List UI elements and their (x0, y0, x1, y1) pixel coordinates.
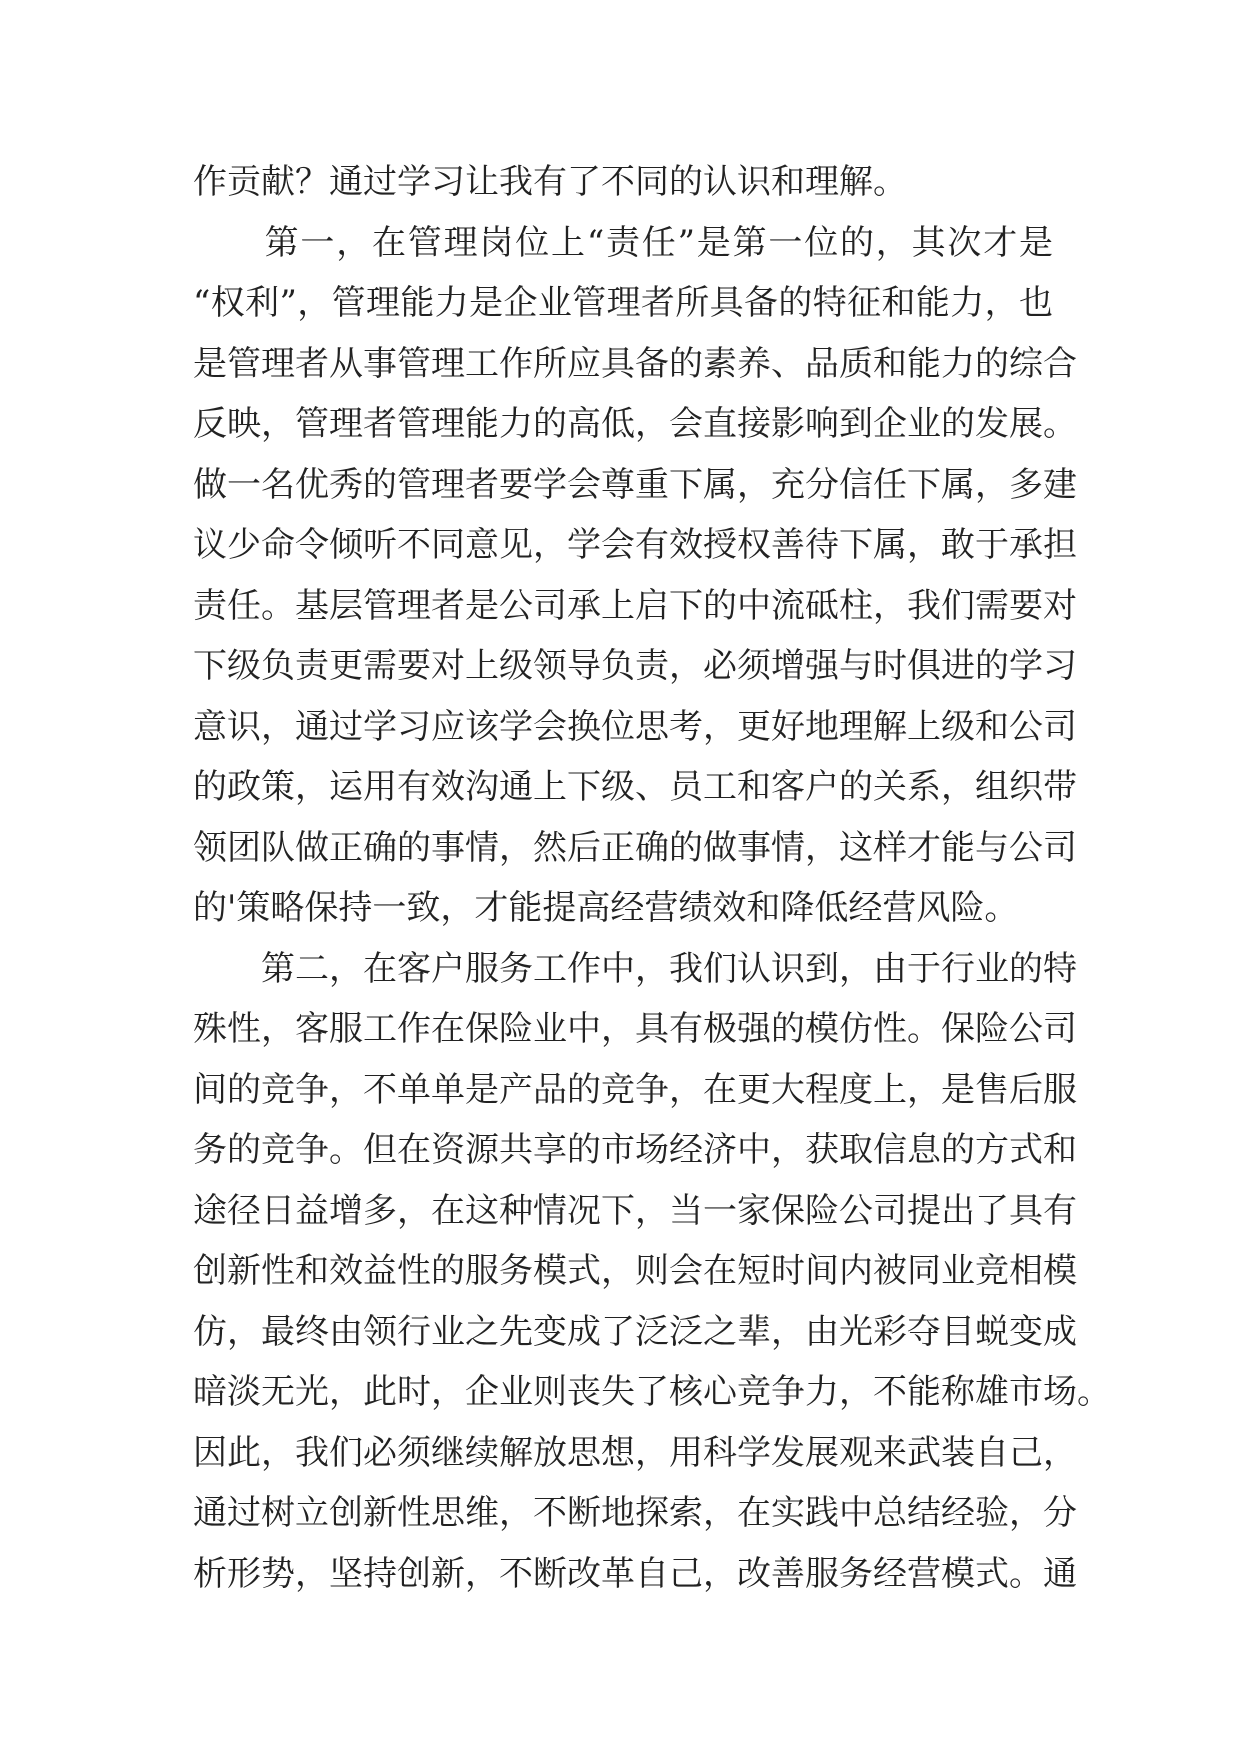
text-line-18: 途径日益增多，在这种情况下，当一家保险公司提出了具有 (193, 1190, 1077, 1231)
text-line-8: 责任。基层管理者是公司承上启下的中流砥柱，我们需要对 (193, 585, 1077, 626)
text-line-5: 反映，管理者管理能力的高低，会直接影响到企业的发展。 (193, 404, 1077, 444)
text-line-10: 意识，通过学习应该学会换位思考，更好地理解上级和公司 (193, 706, 1077, 747)
text-line-24: 析形势，坚持创新，不断改革自己，改善服务经营模式。通 (193, 1553, 1077, 1594)
text-line-17: 务的竞争。但在资源共享的市场经济中，获取信息的方式和 (193, 1130, 1077, 1170)
text-line-11: 的政策，运用有效沟通上下级、员工和客户的关系，组织带 (193, 767, 1077, 807)
text-line-21: 暗淡无光，此时，企业则丧失了核心竞争力，不能称雄市场。 (193, 1372, 1111, 1412)
body-text (193, 152, 1111, 1604)
text-line-16: 间的竞争，不单单是产品的竞争，在更大程度上，是售后服 (193, 1069, 1077, 1110)
text-line-3: “权利”，管理能力是企业管理者所具备的特征和能力，也 (193, 283, 1053, 323)
text-line-20: 仿，最终由领行业之先变成了泛泛之辈，由光彩夺目蜕变成 (193, 1311, 1077, 1352)
text-line-15: 殊性，客服工作在保险业中，具有极强的模仿性。保险公司 (193, 1009, 1077, 1049)
text-line-2: 第一，在管理岗位上“责任”是第一位的，其次才是 (193, 222, 1053, 263)
text-line-13: 的'策略保持一致，才能提高经营绩效和降低经营风险。 (193, 888, 1019, 928)
text-line-4: 是管理者从事管理工作所应具备的素养、品质和能力的综合 (193, 343, 1077, 384)
text-line-1: 作贡献？通过学习让我有了不同的认识和理解。 (193, 162, 907, 202)
text-line-7: 议少命令倾听不同意见，学会有效授权善待下属，敢于承担 (193, 525, 1077, 565)
text-line-9: 下级负责更需要对上级领导负责，必须增强与时俱进的学习 (193, 646, 1077, 686)
text-line-19: 创新性和效益性的服务模式，则会在短时间内被同业竞相模 (193, 1251, 1077, 1291)
text-line-22: 因此，我们必须继续解放思想，用科学发展观来武装自己， (193, 1432, 1077, 1473)
text-line-14: 第二，在客户服务工作中，我们认识到，由于行业的特 (193, 948, 1077, 989)
text-line-12: 领团队做正确的事情，然后正确的做事情，这样才能与公司 (193, 827, 1077, 868)
text-line-23: 通过树立创新性思维，不断地探索，在实践中总结经验，分 (193, 1493, 1077, 1533)
text-line-6: 做一名优秀的管理者要学会尊重下属，充分信任下属，多建 (193, 464, 1077, 505)
